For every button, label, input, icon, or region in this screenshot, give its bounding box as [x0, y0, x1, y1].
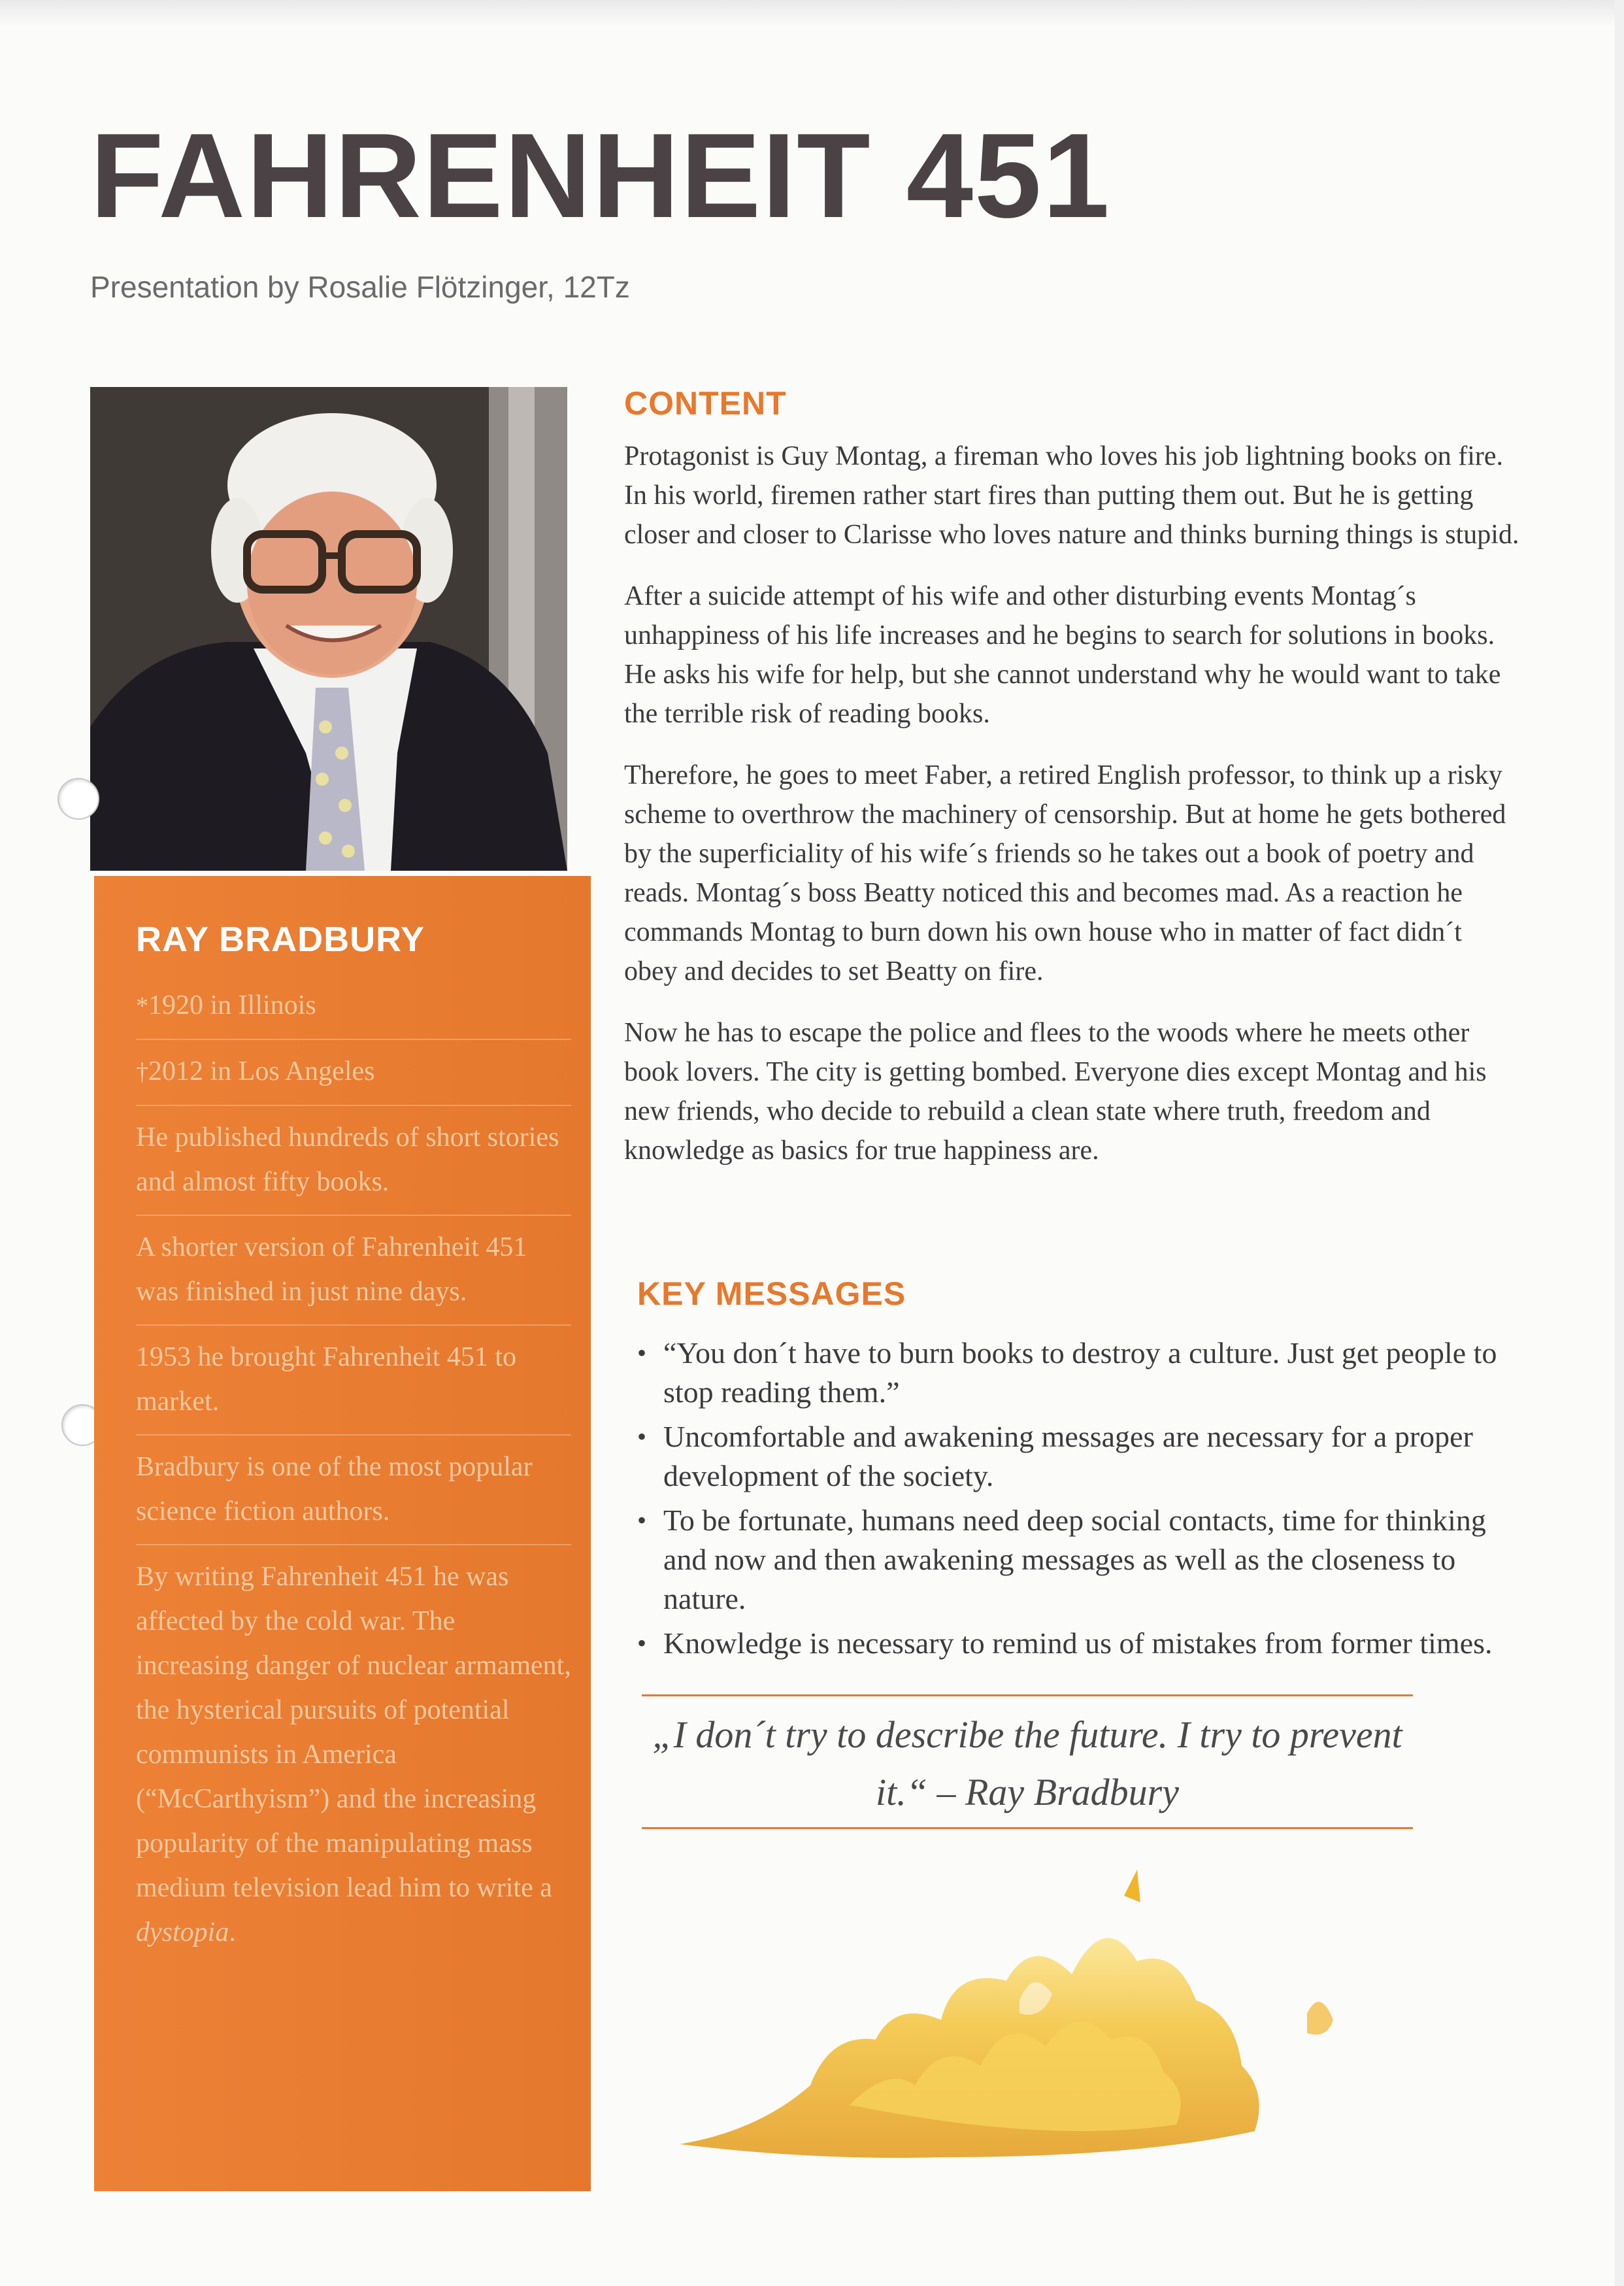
quote-rule-bottom	[642, 1827, 1413, 1829]
bullet-icon: •	[637, 1505, 647, 1535]
author-bio-panel	[94, 876, 591, 2191]
bio-market: 1953 he brought Fahrenheit 451 to market.	[136, 1324, 571, 1434]
bio-short-version: A shorter version of Fahrenheit 451 was finished in just nine days.	[136, 1215, 571, 1324]
key-messages-heading: KEY MESSAGES	[637, 1275, 906, 1312]
list-item-text: “You don´t have to burn books to destroy a culture. Just get people to stop reading them.”	[663, 1336, 1497, 1409]
born-symbol: *	[136, 992, 148, 1020]
bullet-icon: •	[637, 1628, 647, 1658]
bio-born	[136, 974, 571, 1039]
bio-published: He published hundreds of short stories and almost fifty books.	[136, 1105, 571, 1215]
page-subtitle: Presentation by Rosalie Flötzinger, 12Tz	[90, 270, 630, 304]
content-heading: CONTENT	[624, 385, 787, 422]
page-title: FAHRENHEIT 451	[90, 108, 1111, 243]
list-item	[637, 1334, 1500, 1412]
died-symbol: †	[136, 1058, 148, 1086]
born-text: 1920 in Illinois	[148, 990, 316, 1020]
bio-influence-end: .	[229, 1917, 236, 1947]
bio-influence-text: By writing Fahrenheit 451 he was affected by the cold war. The increasing danger of nuclear armament, the hysterical pursuits of potential communists in America (“McCarthyism”) and the increasing popularity of the manipulating mass medium television lead him to write a	[136, 1562, 571, 1903]
page-right-edge	[1615, 0, 1624, 2286]
content-paragraph: Therefore, he goes to meet Faber, a retired English professor, to think up a risky scheme to overthrow the machinery of censorship. But at home he gets bothered by the superficiality of his wife´s friends so he takes out a book of poetry and reads. Montag´s boss Beatty noticed this and becomes mad. As a reaction he commands Montag to burn down his own house who in matter of fact didn´t obey and decides to set Beatty on fire.	[624, 760, 1506, 986]
author-portrait-icon	[90, 387, 567, 871]
bio-popular: Bradbury is one of the most popular science fiction authors.	[136, 1434, 571, 1544]
bio-influence-emphasis: dystopia	[136, 1917, 229, 1947]
page-top-shadow	[0, 0, 1624, 26]
flames-illustration-icon	[680, 1870, 1392, 2170]
list-item	[637, 1624, 1500, 1663]
list-item-text: Uncomfortable and awakening messages are necessary for a proper development of the society.	[663, 1420, 1473, 1492]
bio-influence	[136, 1544, 571, 1965]
punch-hole-upper	[58, 778, 99, 820]
content-paragraph: Protagonist is Guy Montag, a fireman who loves his job lightning books on fire. In his world, firemen rather start fires than putting them out. But he is getting closer and closer to Clarisse who loves nature and thinks burning things is stupid.	[624, 441, 1519, 550]
bullet-icon: •	[637, 1338, 647, 1368]
author-name: RAY BRADBURY	[136, 920, 425, 959]
list-item-text: Knowledge is necessary to remind us of mistakes from former times.	[663, 1626, 1493, 1660]
key-messages-list	[637, 1334, 1500, 1668]
content-paragraph: After a suicide attempt of his wife and other disturbing events Montag´s unhappiness of his life increases and he begins to search for solutions in books. He asks his wife for help, but she cannot understand why he would want to take the terrible risk of reading books.	[624, 581, 1501, 729]
list-item	[637, 1417, 1500, 1496]
content-section	[624, 437, 1519, 1192]
quote-rule-top	[642, 1694, 1413, 1696]
died-text: 2012 in Los Angeles	[148, 1056, 375, 1086]
content-paragraph: Now he has to escape the police and flees to the woods where he meets other book lovers. The city is getting bombed. Everyone dies except Montag and his new friends, who decide to rebuild a clean state where truth, freedom and knowledge as basics for true happiness are.	[624, 1018, 1487, 1166]
list-item-text: To be fortunate, humans need deep social contacts, time for thinking and now and then awakening messages as well as the closeness to nature.	[663, 1504, 1486, 1615]
bullet-icon: •	[637, 1422, 647, 1451]
bio-died	[136, 1039, 571, 1105]
author-quote: „I don´t try to describe the future. I try to prevent it.“ – Ray Bradbury	[652, 1713, 1402, 1813]
list-item	[637, 1501, 1500, 1619]
